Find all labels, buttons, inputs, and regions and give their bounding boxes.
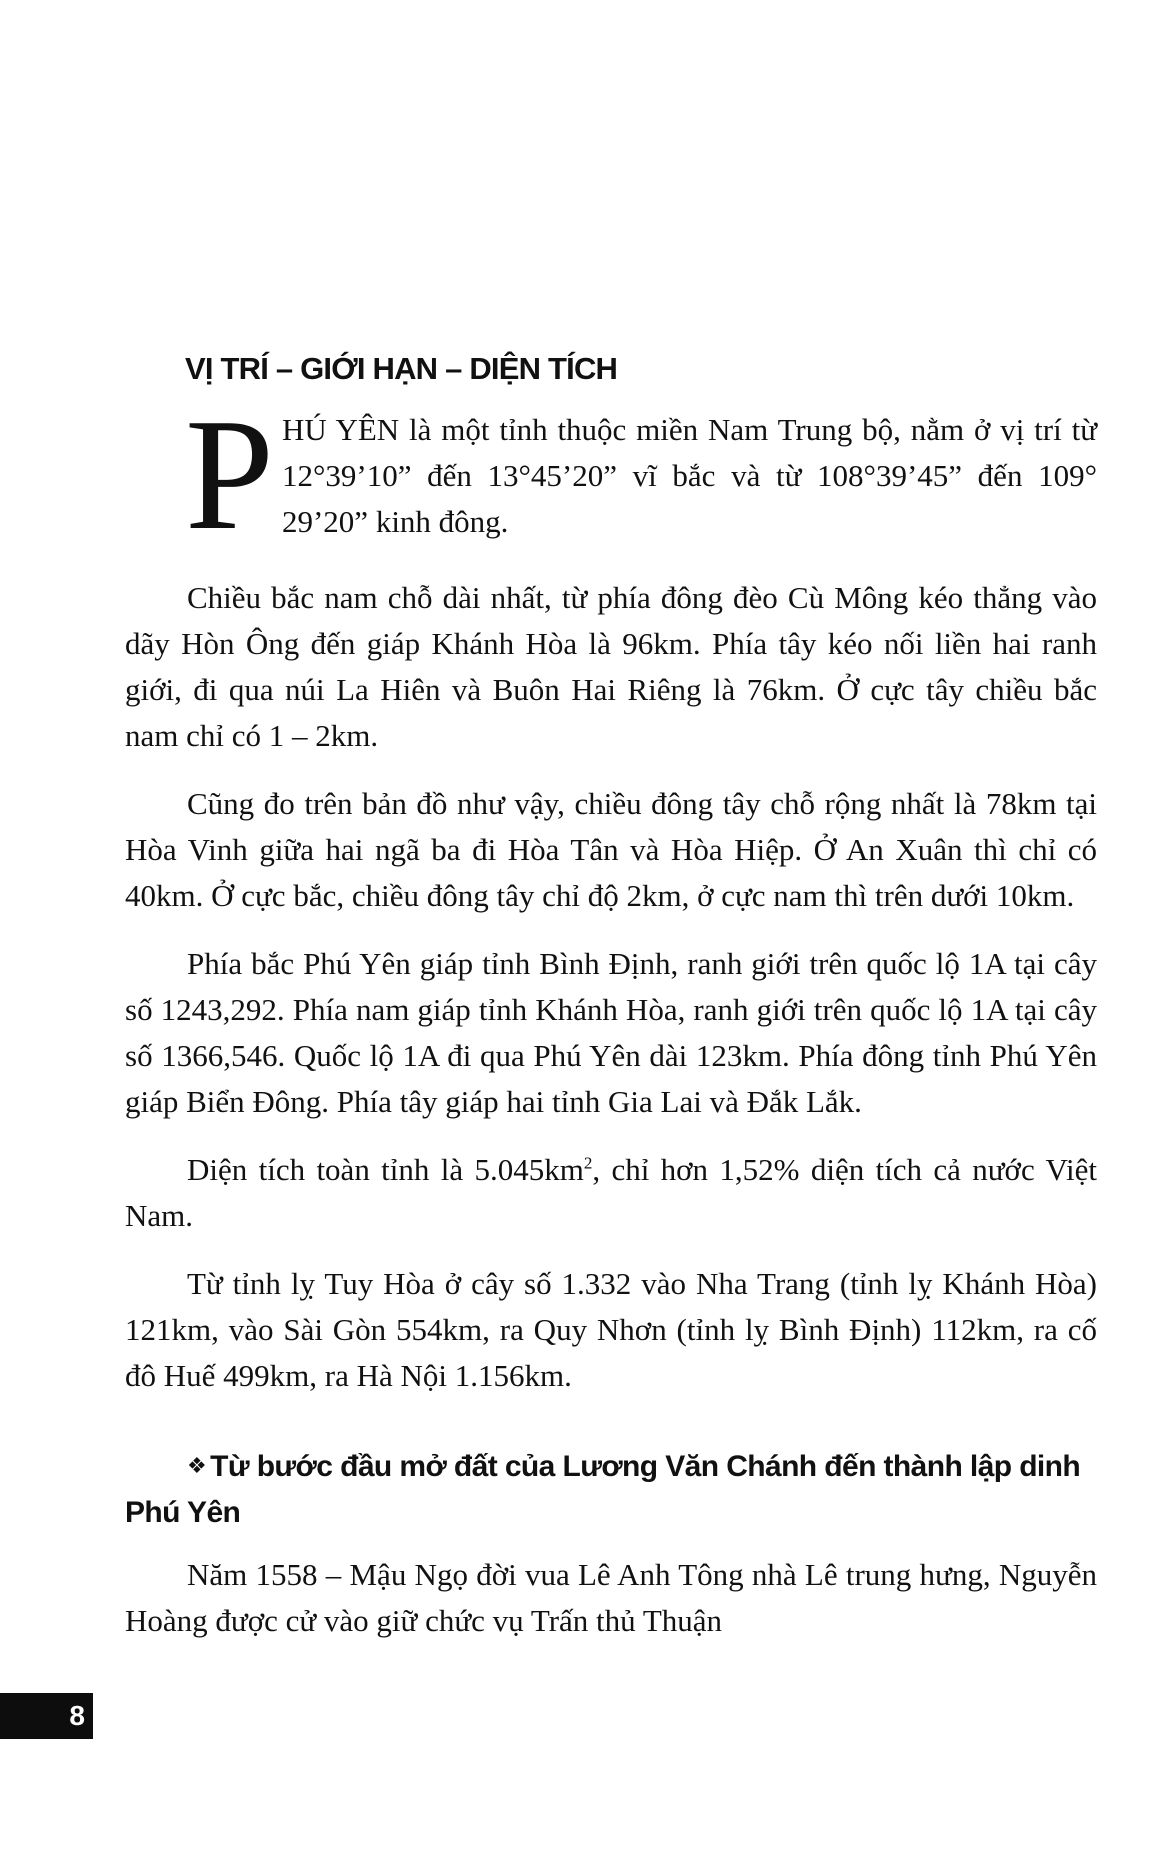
drop-cap-letter: P [185,385,274,563]
paragraph-borders: Phía bắc Phú Yên giáp tỉnh Bình Định, ranh giới trên quốc lộ 1A tại cây số 1243,292. Phía nam giáp tỉnh Khánh Hòa, ranh giới trên quốc lộ 1A tại cây số 1366,546. Quốc lộ 1A đi qua Phú Yên dài 123km. Phía đông tỉnh Phú Yên giáp Biển Đông. Phía tây giáp hai tỉnh Gia Lai và Đắk Lắk. [125,946,1097,1119]
area-superscript: 2 [583,1153,593,1173]
sub-heading [125,1443,1097,1536]
page-content [125,345,1097,1644]
diamond-bullet-icon: ❖ [187,1453,207,1478]
paragraph-distances: Từ tỉnh lỵ Tuy Hòa ở cây số 1.332 vào Nha Trang (tỉnh lỵ Khánh Hòa) 121km, vào Sài Gòn 554km, ra Quy Nhơn (tỉnh lỵ Bình Định) 112km, ra cố đô Huế 499km, ra Hà Nội 1.156km. [125,1266,1097,1393]
page-number-tab [0,1693,93,1739]
paragraph-area [125,1147,1097,1239]
section-title: VỊ TRÍ – GIỚI HẠN – DIỆN TÍCH [185,351,618,386]
area-text-after: , chỉ hơn 1,52% diện tích cả nước Việt Nam. [125,1152,1098,1233]
paragraph-north-south: Chiều bắc nam chỗ dài nhất, từ phía đông đèo Cù Mông kéo thẳng vào dãy Hòn Ông đến giáp Khánh Hòa là 96km. Phía tây kéo nối liền hai ranh giới, đi qua núi La Hiên và Buôn Hai Riêng là 76km. Ở cực tây chiều bắc nam chỉ có 1 – 2km. [125,580,1097,753]
intro-text: HÚ YÊN là một tỉnh thuộc miền Nam Trung bộ, nằm ở vị trí từ 12°39’10” đến 13°45’20” vĩ bắc và từ 108°39’45” đến 109° 29’20” kinh đông. [281,412,1097,539]
sub-heading-text: Từ bước đầu mở đất của Lương Văn Chánh đến thành lập dinh Phú Yên [125,1450,1081,1529]
intro-paragraph [125,385,1097,563]
area-text-before: Diện tích toàn tỉnh là 5.045km [187,1152,584,1187]
paragraph-history: Năm 1558 – Mậu Ngọ đời vua Lê Anh Tông nhà Lê trung hưng, Nguyễn Hoàng được cử vào giữ chức vụ Trấn thủ Thuận [125,1557,1097,1638]
page-number: 8 [69,1700,85,1731]
paragraph-east-west: Cũng đo trên bản đồ như vậy, chiều đông tây chỗ rộng nhất là 78km tại Hòa Vinh giữa hai ngã ba đi Hòa Tân và Hòa Hiệp. Ở An Xuân thì chỉ có 40km. Ở cực bắc, chiều đông tây chỉ độ 2km, ở cực nam thì trên dưới 10km. [125,786,1097,913]
